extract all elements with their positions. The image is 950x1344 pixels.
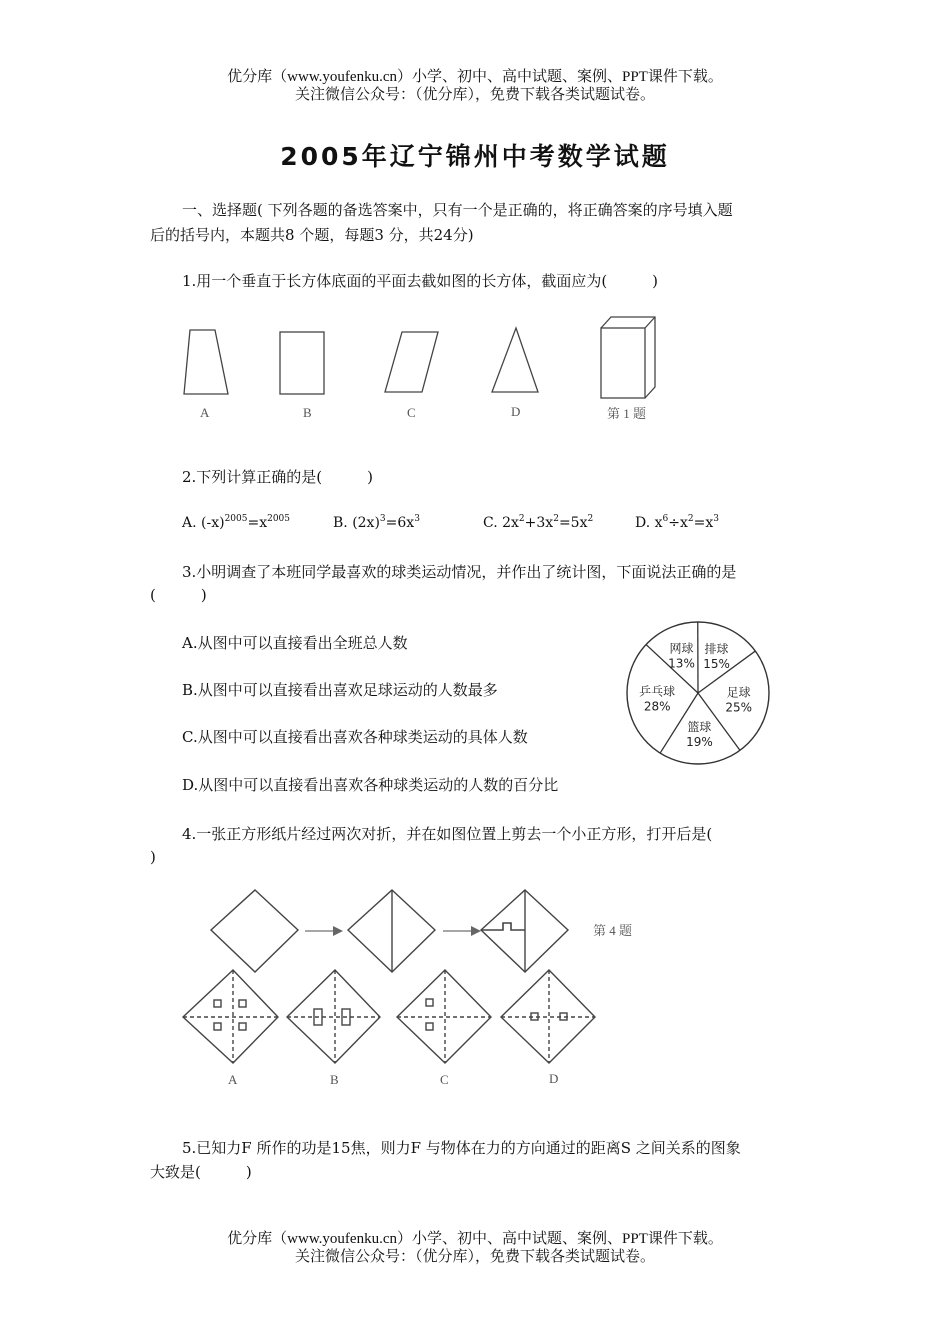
figure-1-caption: 第 1 题 — [607, 406, 647, 421]
option-a-diamond — [183, 970, 278, 1063]
question-2-option-d: D. $x^6\div x^2=x^3$ — [635, 514, 720, 531]
question-5-stem-line-1: 5.已知力F 所作的功是15焦，则力F 与物体在力的方向通过的距离S 之间关系的图象 — [182, 1139, 741, 1157]
folded-once-diamond — [348, 890, 435, 972]
question-3-option-b: B.从图中可以直接看出喜欢足球运动的人数最多 — [182, 681, 498, 699]
option-d-diamond — [501, 970, 595, 1063]
pie-slice-percent: 28% — [643, 699, 671, 714]
page-footer — [0, 1230, 950, 1266]
pie-slice-label: 篮球 — [687, 720, 712, 735]
footer-line-1: 优分库（www.youfenku.cn）小学、初中、高中试题、案例、PPT课件下载。 — [227, 1231, 723, 1247]
q4-label-d: D — [549, 1071, 559, 1086]
rectangle-shape-b — [280, 332, 324, 394]
q4-label-c: C — [440, 1072, 449, 1087]
pie-slice-label: 足球 — [726, 685, 751, 700]
pie-slice-percent: 15% — [703, 657, 730, 672]
question-2-option-c: C. $2x^2+3x^2=5x^2$ — [483, 514, 594, 531]
question-4-stem-line-2: ) — [150, 848, 156, 866]
folded-twice-diamond — [481, 890, 568, 972]
question-3-stem-line-2: ( ) — [150, 586, 207, 604]
question-5-stem-line-2: 大致是( ) — [150, 1163, 252, 1181]
pie-slice-label: 乒乓球 — [639, 684, 676, 699]
square-paper-diamond — [211, 890, 298, 972]
page-title: 2005年辽宁锦州中考数学试题 — [280, 142, 670, 171]
pie-slice-percent: 19% — [686, 735, 713, 750]
question-1-stem: 1.用一个垂直于长方体底面的平面去截如图的长方体，截面应为( ) — [182, 272, 659, 290]
option-c-diamond — [397, 970, 491, 1063]
question-3-option-a: A.从图中可以直接看出全班总人数 — [182, 634, 408, 652]
pie-slice-percent: 13% — [668, 656, 695, 671]
figure-4-caption: 第 4 题 — [593, 923, 633, 938]
pie-slice-label: 排球 — [704, 642, 729, 657]
question-2-stem: 2.下列计算正确的是( ) — [182, 468, 374, 486]
question-2-option-b: B. $(2x)^3=6x^3$ — [333, 514, 420, 531]
figure-label-d: D — [511, 404, 521, 419]
header-line-2: 关注微信公众号：（优分库），免费下载各类试题试卷。 — [294, 87, 655, 103]
parallelogram-shape-c — [385, 332, 438, 392]
q4-label-a: A — [228, 1072, 238, 1087]
trapezoid-shape-a — [184, 330, 228, 394]
option-b-diamond — [287, 970, 380, 1063]
pie-chart — [622, 618, 778, 768]
section-intro-line-2: 后的括号内，本题共8 个题，每题3 分，共24分) — [150, 226, 474, 244]
question-4-stem-line-1: 4.一张正方形纸片经过两次对折，并在如图位置上剪去一个小正方形，打开后是( — [182, 825, 713, 843]
question-4-figure — [175, 880, 655, 1100]
question-3-option-d: D.从图中可以直接看出喜欢各种球类运动的人数的百分比 — [182, 776, 559, 794]
figure-label-a: A — [200, 405, 210, 420]
pie-slice-label: 网球 — [669, 641, 694, 656]
q4-label-b: B — [330, 1072, 339, 1087]
arrow-2-head — [471, 926, 481, 936]
figure-label-b: B — [303, 405, 312, 420]
cuboid-shape — [601, 317, 655, 398]
arrow-1-head — [333, 926, 343, 936]
question-3-stem-line-1: 3.小明调查了本班同学最喜欢的球类运动情况，并作出了统计图，下面说法正确的是 — [182, 563, 737, 581]
figure-label-c: C — [407, 405, 416, 420]
pie-slice-percent: 25% — [725, 700, 753, 715]
question-2-option-a: A. $(-x)^{2005}=x^{2005}$ — [182, 514, 291, 531]
section-intro-line-1: 一、选择题( 下列各题的备选答案中，只有一个是正确的，将正确答案的序号填入题 — [182, 201, 733, 219]
question-3-option-c: C.从图中可以直接看出喜欢各种球类运动的具体人数 — [182, 728, 528, 746]
footer-line-2: 关注微信公众号：（优分库），免费下载各类试题试卷。 — [294, 1249, 655, 1265]
page-header — [0, 68, 950, 104]
triangle-shape-d — [492, 328, 538, 392]
header-line-1: 优分库（www.youfenku.cn）小学、初中、高中试题、案例、PPT课件下载。 — [227, 69, 723, 85]
